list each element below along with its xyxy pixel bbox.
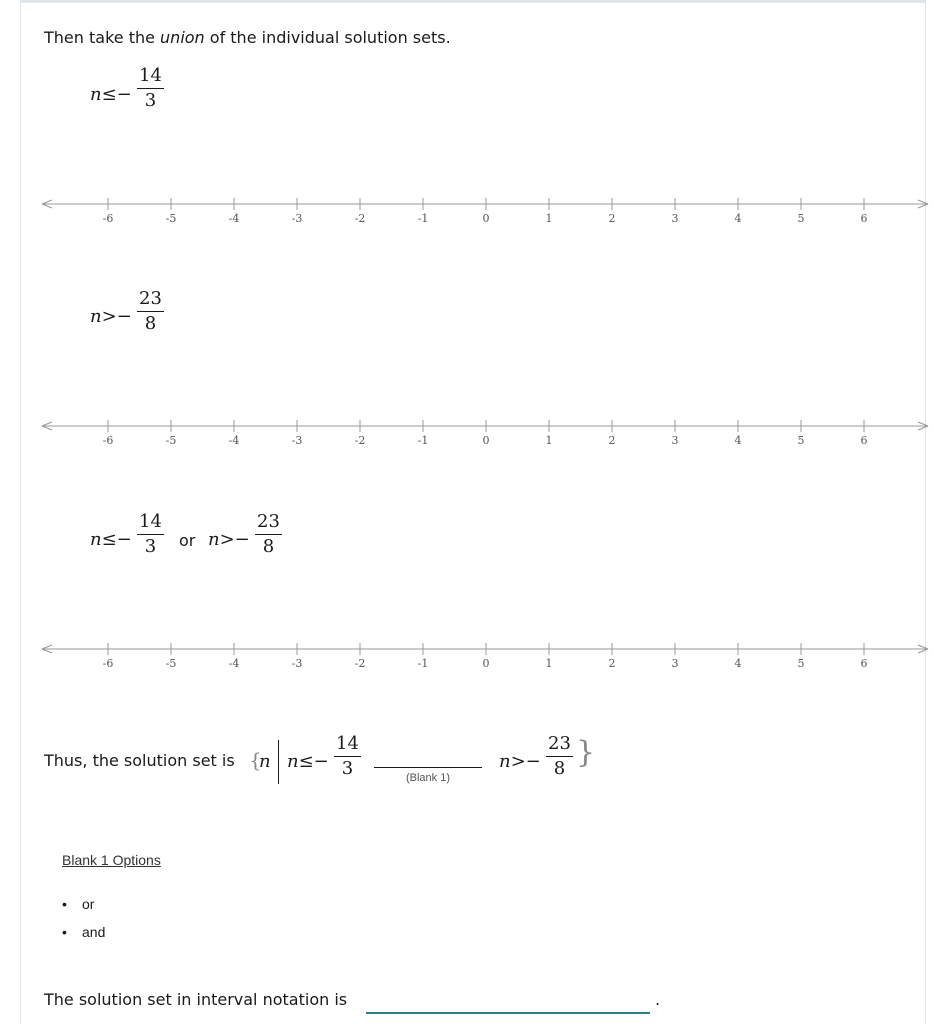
blank-1-label: (Blank 1) xyxy=(405,772,451,784)
tick-label: 0 xyxy=(482,434,490,447)
tick-label: 6 xyxy=(860,212,868,225)
intro-text: Then take the union of the individual solution sets. xyxy=(44,28,451,47)
interval-notation-input[interactable] xyxy=(366,990,650,1014)
fraction-1 xyxy=(137,513,164,556)
tick-label: 3 xyxy=(671,212,679,225)
tick-label: 2 xyxy=(608,657,616,670)
tick-label: -4 xyxy=(228,434,240,447)
fraction-2 xyxy=(255,513,282,556)
numerator: 23 xyxy=(255,513,282,535)
set-variable: n xyxy=(259,751,271,772)
denominator: 3 xyxy=(144,536,157,557)
tick-label: -5 xyxy=(165,434,177,447)
fraction xyxy=(137,67,164,110)
or-word: or xyxy=(179,531,196,550)
fraction-1 xyxy=(334,735,361,778)
tick-label: 4 xyxy=(734,212,742,225)
solution-set-text: Thus, the solution set is xyxy=(44,751,235,770)
relation: ≤− xyxy=(298,751,329,772)
tick-label: 1 xyxy=(545,434,553,447)
variable-n: n xyxy=(90,84,102,105)
relation: >− xyxy=(101,306,132,327)
denominator: 8 xyxy=(553,758,566,779)
number-line-1[interactable] xyxy=(38,192,932,232)
tick-label: 2 xyxy=(608,212,616,225)
denominator: 3 xyxy=(144,90,157,111)
tick-label: 5 xyxy=(797,212,805,225)
bullet-icon: • xyxy=(62,896,67,912)
numerator: 23 xyxy=(137,290,164,312)
tick-label: -2 xyxy=(354,434,366,447)
denominator: 8 xyxy=(144,313,157,334)
close-brace: } xyxy=(576,735,596,770)
denominator: 3 xyxy=(341,758,354,779)
option-or[interactable]: • or xyxy=(62,896,95,912)
relation: ≤− xyxy=(101,529,132,550)
tick-label: 0 xyxy=(482,212,490,225)
variable-n: n xyxy=(90,306,102,327)
variable-n: n xyxy=(499,751,511,772)
tick-label: 0 xyxy=(482,657,490,670)
tick-label: 5 xyxy=(797,434,805,447)
tick-label: -2 xyxy=(354,657,366,670)
tick-label: -6 xyxy=(102,212,114,225)
tick-label: 5 xyxy=(797,657,805,670)
tick-label: -3 xyxy=(291,212,303,225)
tick-label: -4 xyxy=(228,657,240,670)
numerator: 14 xyxy=(137,67,164,89)
fraction-2 xyxy=(546,735,573,778)
period: . xyxy=(655,990,661,1009)
numerator: 14 xyxy=(334,735,361,757)
tick-label: 6 xyxy=(860,657,868,670)
option-and[interactable]: • and xyxy=(62,924,106,940)
relation: >− xyxy=(219,529,250,550)
open-brace: { xyxy=(249,748,262,772)
such-that-bar xyxy=(278,740,279,784)
tick-label: -3 xyxy=(291,657,303,670)
denominator: 8 xyxy=(262,536,275,557)
number-line-2[interactable] xyxy=(38,414,932,454)
tick-label: -5 xyxy=(165,657,177,670)
number-line-3[interactable] xyxy=(38,637,932,677)
union-emphasis: union xyxy=(160,28,205,47)
numerator: 23 xyxy=(546,735,573,757)
tick-label: 1 xyxy=(545,212,553,225)
tick-label: -3 xyxy=(291,434,303,447)
blank-1-options-link[interactable]: Blank 1 Options xyxy=(62,852,161,868)
tick-label: -1 xyxy=(417,212,429,225)
tick-label: 4 xyxy=(734,434,742,447)
tick-label: -1 xyxy=(417,434,429,447)
tick-label: 1 xyxy=(545,657,553,670)
tick-label: 3 xyxy=(671,657,679,670)
tick-label: -1 xyxy=(417,657,429,670)
blank-1-line[interactable] xyxy=(374,767,482,768)
variable-n: n xyxy=(287,751,299,772)
tick-label: -4 xyxy=(228,212,240,225)
fraction xyxy=(137,290,164,333)
relation: >− xyxy=(510,751,541,772)
interval-notation-text: The solution set in interval notation is xyxy=(44,990,348,1009)
variable-n: n xyxy=(208,529,220,550)
variable-n: n xyxy=(90,529,102,550)
relation: ≤− xyxy=(101,84,132,105)
tick-label: -2 xyxy=(354,212,366,225)
tick-label: -6 xyxy=(102,657,114,670)
tick-label: -5 xyxy=(165,212,177,225)
tick-label: 2 xyxy=(608,434,616,447)
tick-label: 6 xyxy=(860,434,868,447)
tick-label: 3 xyxy=(671,434,679,447)
tick-label: 4 xyxy=(734,657,742,670)
numerator: 14 xyxy=(137,513,164,535)
bullet-icon: • xyxy=(62,924,67,940)
tick-label: -6 xyxy=(102,434,114,447)
